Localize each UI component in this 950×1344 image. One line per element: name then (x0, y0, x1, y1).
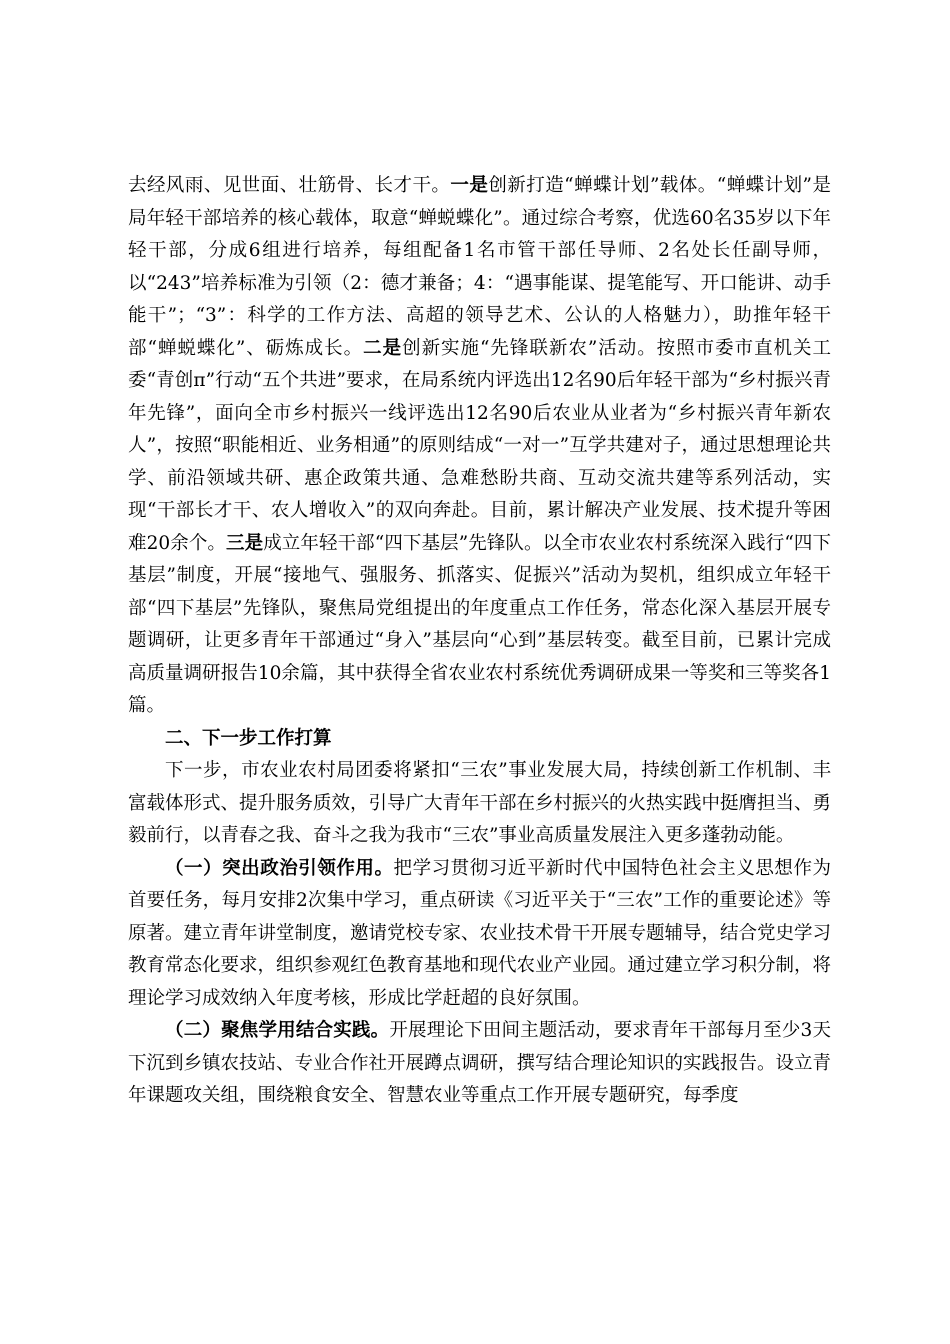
bold-marker-second: 二是 (363, 337, 403, 359)
text-run: 创新打造“蝉蝶计划”载体。“蝉蝶计划”是局年轻干部培养的核心载体，取意“蝉蜕蝶化”。通过综合考察，优选60名35岁以下年轻干部，分成6组进行培养，每组配备1名市管干部任导师、2名处长任副导师，以“243”培养标准为引领（2：德才兼备；4：“遇事能谋、提笔能写、开口能讲、动手能干”；“3”：科学的工作方法、高超的领导艺术、公认的人格魅力），助推年轻干部“蝉蜕蝶化”、砺炼成长。 (128, 175, 831, 359)
subheading-political-guidance: （一）突出政治引领作用。 (165, 857, 394, 879)
text-run: 创新实施“先锋联新农”活动。按照市委市直机关工委“青创π”行动“五个共进”要求，在局系统内评选出12名90后年轻干部为“乡村振兴青年先锋”，面向全市乡村振兴一线评选出12名90后农业从业者为“乡村振兴青年新农人”，按照“职能相近、业务相通”的原则结成“一对一”互学共建对子，通过思想理论共学、前沿领域共研、惠企政策共通、急难愁盼共商、互动交流共建等系列活动，实现“干部长才干、农人增收入”的双向奔赴。目前，累计解决产业发展、技术提升等困难20余个。 (128, 337, 832, 554)
subheading-study-practice: （二）聚焦学用结合实践。 (165, 1020, 390, 1041)
text-run: 成立年轻干部“四下基层”先锋队。以全市农业农村系统深入践行“四下基层”制度，开展“接地气、强服务、抓落实、促振兴”活动为契机，组织成立年轻干部“四下基层”先锋队，聚焦局党组提出的年度重点工作任务，常态化深入基层开展专题调研，让更多青年干部通过“身入”基层向“心到”基层转变。截至目前，已累计完成高质量调研报告10余篇，其中获得全省农业农村系统优秀调研成果一等奖和三等奖各1篇。 (128, 532, 831, 716)
bold-marker-first: 一是 (450, 175, 489, 196)
paragraph-political-guidance (128, 853, 831, 1016)
text-run: 去经风雨、见世面、壮筋骨、长才干。 (128, 175, 451, 196)
text-run: 把学习贯彻习近平新时代中国特色社会主义思想作为首要任务，每月安排2次集中学习，重点研读《习近平关于“三农”工作的重要论述》等原著。建立青年讲堂制度，邀请党校专家、农业技术骨干开展专题辅导，结合党史学习教育常态化要求，组织参观红色教育基地和现代农业产业园。通过建立学习积分制，将理论学习成效纳入年度考核，形成比学赶超的良好氛围。 (128, 857, 832, 1009)
section-heading: 二、下一步工作打算 (165, 727, 332, 749)
text-run: 开展理论下田间主题活动，要求青年干部每月至少3天下沉到乡镇农技站、专业合作社开展蹲点调研，撰写结合理论知识的实践报告。设立青年课题攻关组，围绕粮食安全、智慧农业等重点工作开展专题研究，每季度 (128, 1020, 832, 1106)
paragraph-next-steps: 下一步，市农业农村局团委将紧扣“三农”事业发展大局，持续创新工作机制、丰富载体形式、提升服务质效，引导广大青年干部在乡村振兴的火热实践中挺膺担当、勇毅前行，以青春之我、奋斗之我为我市“三农”事业高质量发展注入更多蓬勃动能。 (128, 760, 832, 846)
bold-marker-third: 三是 (226, 532, 264, 554)
paragraph-study-practice (128, 1015, 831, 1113)
paragraph-initiatives (128, 170, 831, 723)
document-page (128, 170, 831, 1113)
